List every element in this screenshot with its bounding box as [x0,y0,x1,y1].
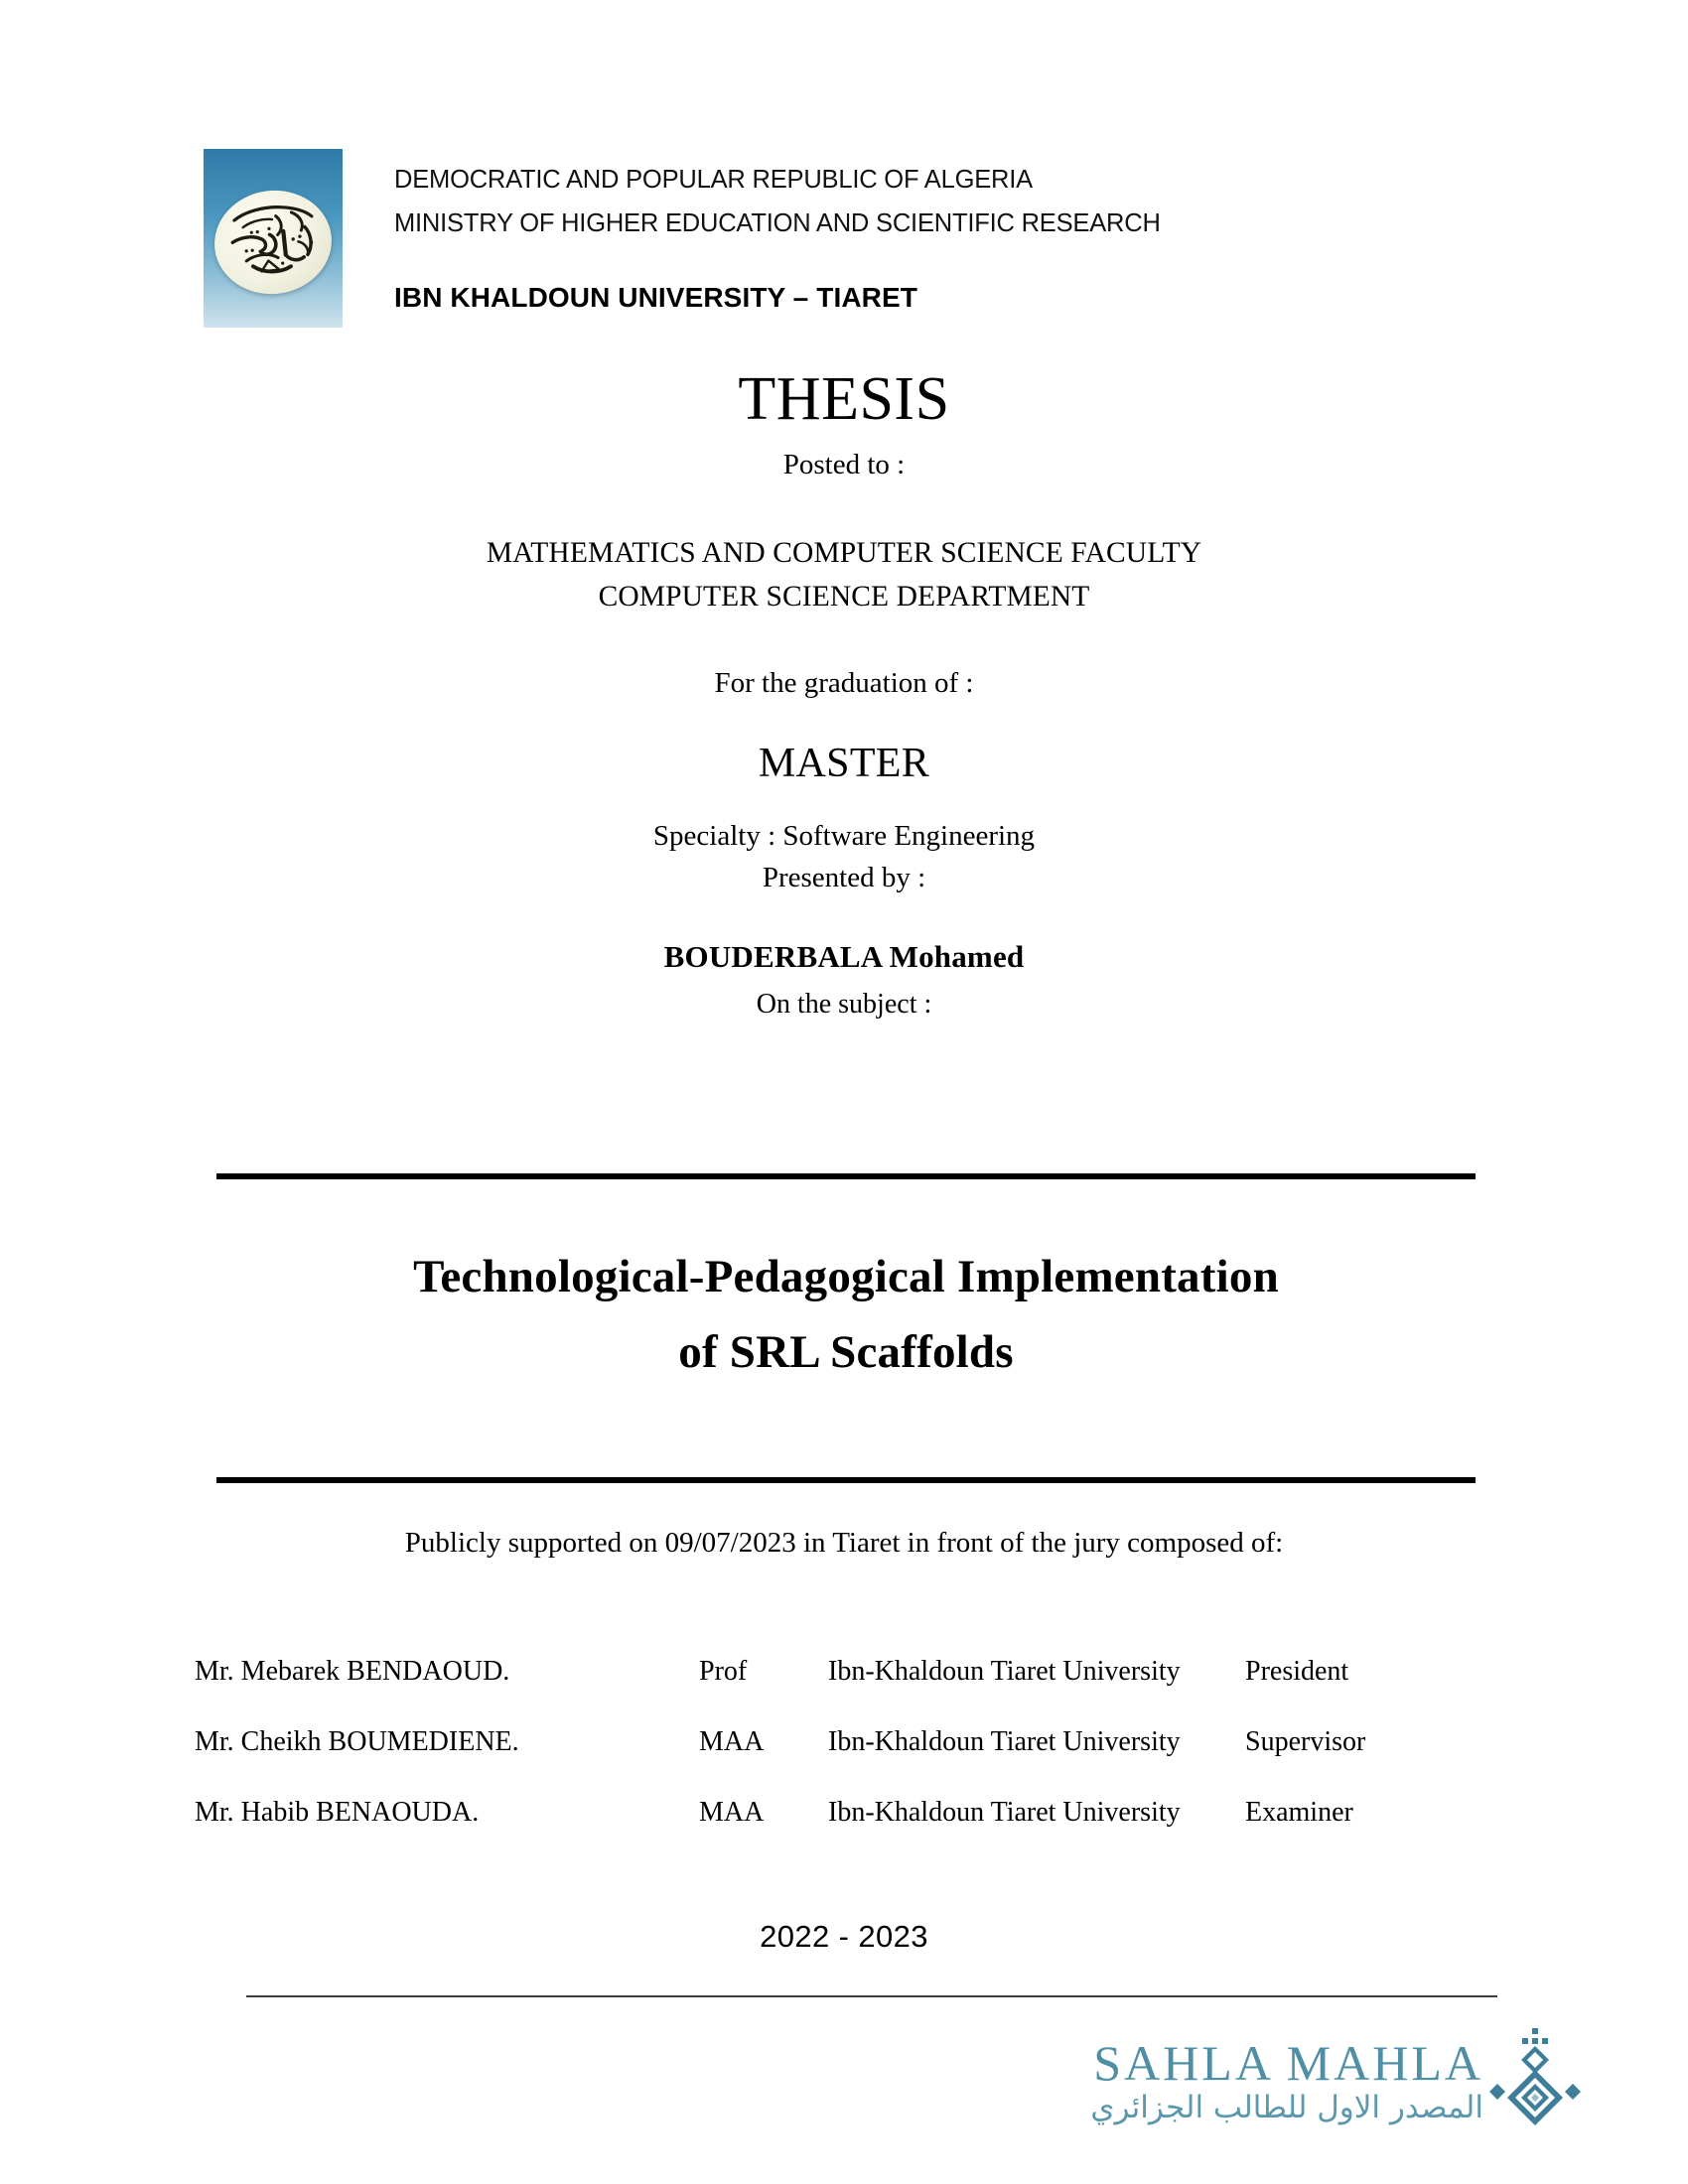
table-row [195,1797,1495,1867]
jury-member-name: Mr. Habib BENAOUDA. [195,1797,480,1828]
thesis-title-line-1: Technological-Pedagogical Implementation [413,1251,1279,1302]
specialty-line: Specialty : Software Engineering [652,819,1036,852]
jury-member-name: Mr. Cheikh BOUMEDIENE. [195,1726,519,1757]
table-row [195,1656,1495,1726]
thesis-title-line-2: of SRL Scaffolds [678,1326,1014,1379]
spacer [0,789,1688,815]
title-rule-top [216,1173,1476,1179]
jury-member-affiliation: Ibn-Khaldoun Tiaret University [828,1656,1181,1687]
brand-name: SAHLA MAHLA [1093,2034,1483,2091]
thesis-heading: THESIS [738,365,950,433]
university-seal-logo [204,149,343,328]
jury-member-role: President [1245,1656,1349,1687]
jury-member-role: Supervisor [1245,1726,1366,1757]
spacer [0,619,1688,663]
jury-member-name: Mr. Mebarek BENDAOUD. [195,1656,510,1687]
jury-table [195,1656,1495,1867]
thesis-title [216,1239,1476,1390]
spacer [0,703,1688,739]
degree-heading: MASTER [758,741,930,787]
footer-divider [246,1995,1497,1997]
title-rule-bottom [216,1477,1476,1483]
presented-by-label: Presented by : [762,862,926,894]
country-line: DEMOCRATIC AND POPULAR REPUBLIC OF ALGERIA [394,166,1033,194]
spacer [0,899,1688,937]
posted-to-label: Posted to : [782,449,906,481]
jury-member-affiliation: Ibn-Khaldoun Tiaret University [828,1797,1181,1828]
jury-member-role: Examiner [1245,1797,1353,1828]
spacer [0,484,1688,532]
sahla-mahla-logo [1090,2017,1581,2146]
document-header [204,149,1514,328]
thesis-intro-block [0,367,1688,1025]
jury-member-grade: MAA [699,1726,765,1757]
table-row [195,1726,1495,1797]
faculty-line: MATHEMATICS AND COMPUTER SCIENCE FACULTY [486,537,1202,570]
on-subject-label: On the subject : [756,988,932,1020]
author-name: BOUDERBALA Mohamed [663,939,1025,975]
header-text-block [394,149,1161,314]
defense-statement: Publicly supported on 09/07/2023 in Tiaret in front of the jury composed of: [404,1527,1284,1559]
sahla-mahla-wordmark [1090,2034,1483,2127]
academic-year: 2022 - 2023 [760,1919,928,1954]
arabic-calligraphy-icon [210,181,337,296]
university-line: IBN KHALDOUN UNIVERSITY – TIARET [394,281,917,313]
for-graduation-label: For the graduation of : [714,666,974,699]
diamond-lattice-icon [1489,2026,1581,2137]
brand-tagline-arabic: المصدر الاول للطالب الجزائري [1090,2089,1483,2125]
ministry-line: MINISTRY OF HIGHER EDUCATION AND SCIENTIFIC RESEARCH [394,208,1161,237]
department-line: COMPUTER SCIENCE DEPARTMENT [598,580,1090,613]
jury-member-grade: MAA [699,1797,765,1828]
jury-member-grade: Prof [699,1656,748,1687]
jury-member-affiliation: Ibn-Khaldoun Tiaret University [828,1726,1181,1757]
